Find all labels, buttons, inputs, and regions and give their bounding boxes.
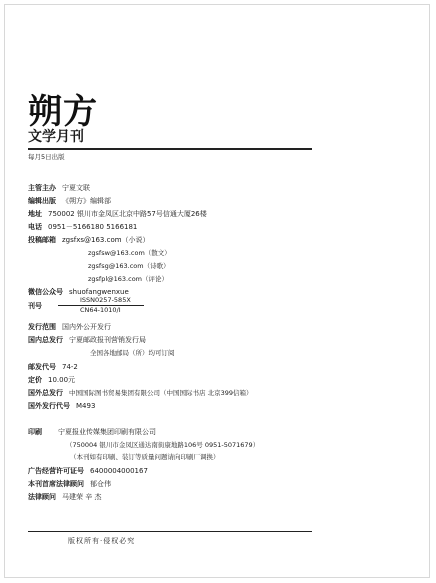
phone-row — [28, 222, 137, 232]
copyright-notice: 版权所有·侵权必究 — [68, 537, 136, 545]
address-row — [28, 209, 207, 219]
email-label: 投稿邮箱 — [28, 236, 56, 244]
price-value: 10.00元 — [48, 376, 76, 384]
issn-label: 刊号 — [28, 302, 42, 310]
overseas-distributor-row — [28, 388, 252, 398]
legal-counsel-value: 郁仓伟 — [90, 480, 111, 488]
printer-address: （750004 银川市金凤区通达南街康地路106号 0951-5071679） — [66, 441, 260, 449]
phone-value: 0951－5166180 5166181 — [48, 223, 138, 231]
distribution-scope-row — [28, 322, 111, 332]
printer-note: （本刊如有印刷、装订等质量问题请向印刷厂调换） — [70, 453, 220, 461]
magazine-subtitle: 文学月刊 — [28, 129, 84, 145]
legal-advisors-label: 法律顾问 — [28, 493, 56, 501]
issn-row — [28, 301, 42, 311]
ad-license-row — [28, 466, 148, 476]
issn-fraction — [58, 296, 144, 315]
editor-row — [28, 196, 111, 206]
magazine-logo: 朔方 — [28, 92, 98, 132]
domestic-distributor-label: 国内总发行 — [28, 336, 63, 344]
publication-frequency: 每月5日出版 — [28, 153, 65, 161]
bottom-divider — [28, 531, 312, 532]
wechat-value: shuofangwenxue — [69, 288, 129, 296]
price-row — [28, 375, 75, 385]
overseas-code-row — [28, 401, 95, 411]
cn-number: CN64-1010/I — [80, 306, 121, 314]
overseas-code-value: M493 — [76, 402, 96, 410]
domestic-distributor-value: 宁夏邮政报刊营销发行局 — [69, 336, 146, 344]
wechat-label: 微信公众号 — [28, 288, 63, 296]
legal-counsel-label: 本刊首席法律顾问 — [28, 480, 84, 488]
legal-counsel-row — [28, 479, 111, 489]
printer-row — [28, 427, 156, 437]
top-divider — [28, 148, 312, 150]
sponsor-row — [28, 183, 90, 193]
editor-label: 编辑出版 — [28, 197, 56, 205]
issn-number: ISSN0257-585X — [58, 296, 144, 306]
email-poetry: zgsfsg@163.com（诗歌） — [88, 262, 170, 270]
distribution-scope-value: 国内外公开发行 — [62, 323, 111, 331]
printer-label: 印刷 — [28, 428, 42, 436]
postal-code-value: 74-2 — [62, 363, 78, 371]
overseas-distributor-value: 中国国际图书贸易集团有限公司（中国国际书店 北京399信箱） — [69, 389, 253, 397]
overseas-code-label: 国外发行代号 — [28, 402, 70, 410]
phone-label: 电话 — [28, 223, 42, 231]
overseas-distributor-label: 国外总发行 — [28, 389, 63, 397]
email-prose: zgsfsw@163.com（散文） — [88, 249, 171, 257]
email-fiction: zgsfxs@163.com（小说） — [62, 236, 150, 244]
ad-license-label: 广告经营许可证号 — [28, 467, 84, 475]
postal-code-row — [28, 362, 78, 372]
sponsor-label: 主管主办 — [28, 184, 56, 192]
legal-advisors-row — [28, 492, 101, 502]
legal-advisors-value: 马建荣 辛 杰 — [62, 493, 102, 501]
email-review: zgsfpl@163.com（评论） — [88, 275, 168, 283]
distribution-scope-label: 发行范围 — [28, 323, 56, 331]
sponsor-value: 宁夏文联 — [62, 184, 90, 192]
address-label: 地址 — [28, 210, 42, 218]
domestic-distributor-row — [28, 335, 146, 345]
domestic-distributor-note: 全国各地邮局（所）均可订阅 — [90, 349, 175, 357]
editor-value: 《朔方》编辑部 — [62, 197, 111, 205]
printer-value: 宁夏报业传媒集团印刷有限公司 — [58, 428, 156, 436]
ad-license-value: 6400004000167 — [90, 467, 148, 475]
email-row — [28, 235, 150, 245]
address-value: 750002 银川市金凤区北京中路57号信通大厦26楼 — [48, 210, 207, 218]
postal-code-label: 邮发代号 — [28, 363, 56, 371]
price-label: 定价 — [28, 376, 42, 384]
